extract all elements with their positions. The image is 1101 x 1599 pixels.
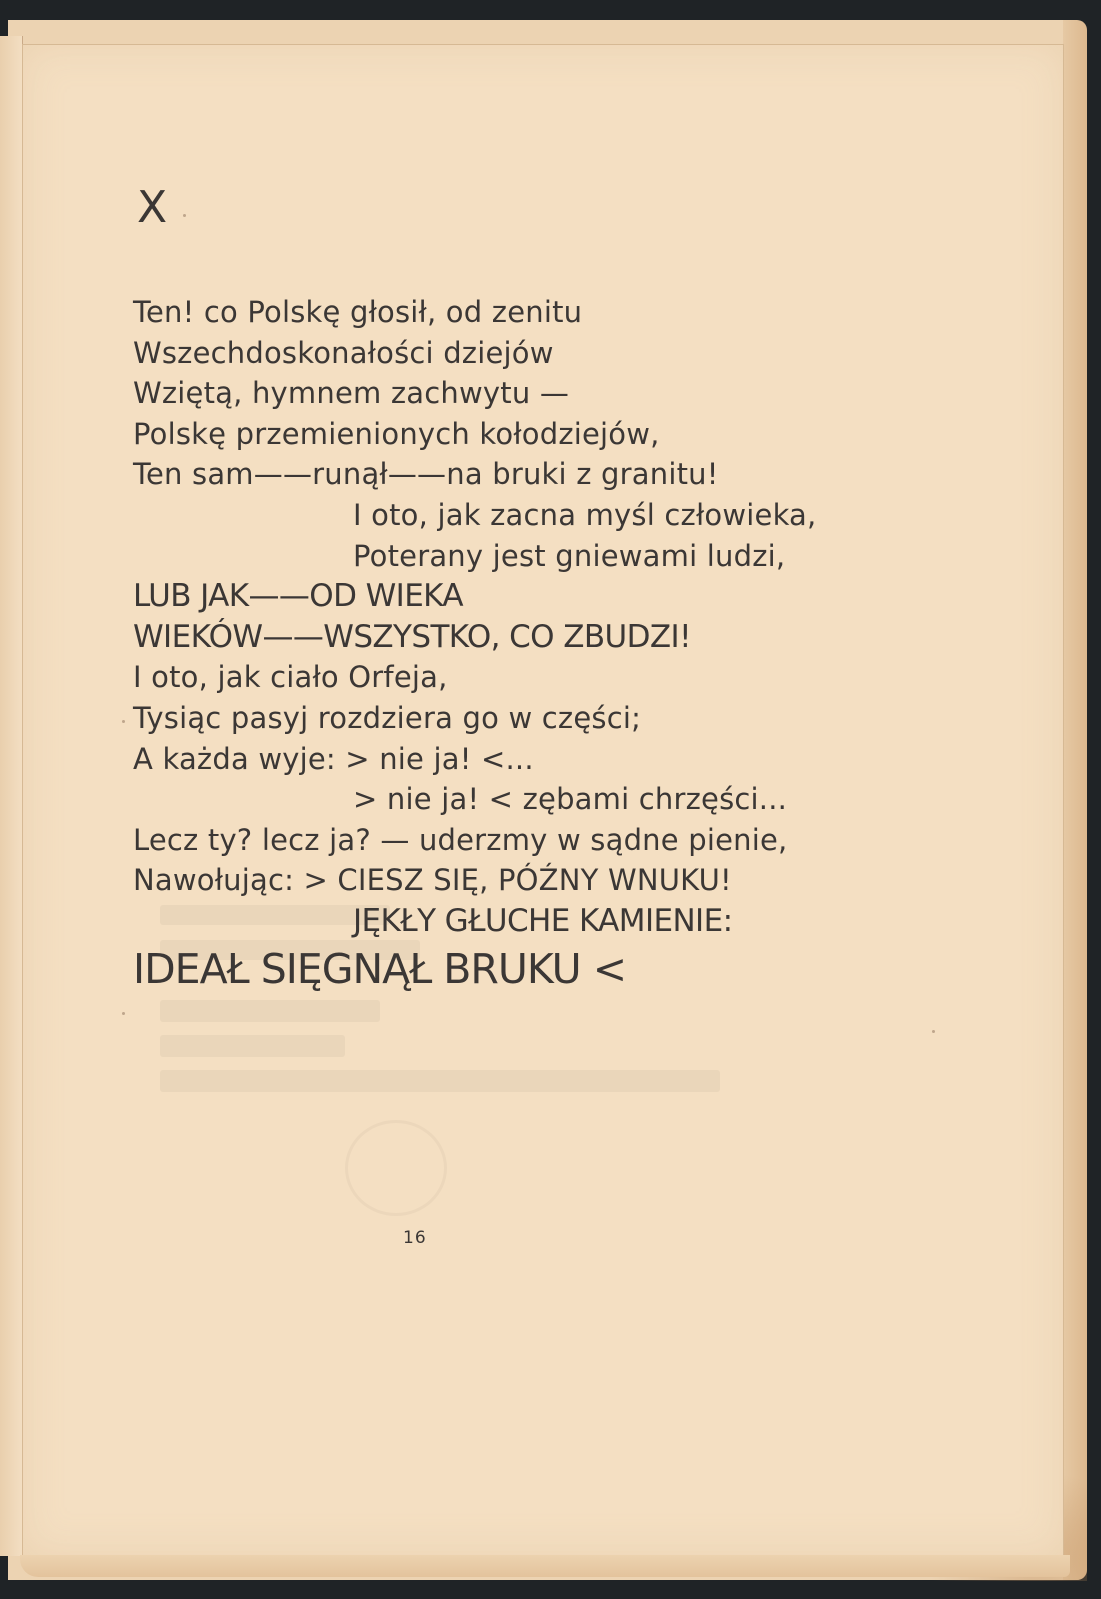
paper-speck bbox=[122, 720, 125, 723]
paper-speck bbox=[183, 214, 186, 217]
show-through-text bbox=[160, 1035, 345, 1057]
poem-line: Polskę przemienionych kołodziejów, bbox=[133, 416, 660, 451]
poem-line-indented: I oto, jak zacna myśl człowieka, bbox=[353, 497, 817, 532]
page-edge-right bbox=[1063, 20, 1087, 1580]
paper-speck bbox=[122, 1012, 125, 1015]
poem-final-line: IDEAŁ SIĘGNĄŁ BRUKU < bbox=[133, 944, 627, 993]
poem-line-caps: WIEKÓW——WSZYSTKO, CO ZBUDZI! bbox=[133, 618, 691, 655]
poem-line: Nawołując: > CIESZ SIĘ, PÓŹNY WNUKU! bbox=[133, 863, 732, 898]
poem-line: A każda wyje: > nie ja! <... bbox=[133, 741, 534, 776]
show-through-text bbox=[160, 1000, 380, 1022]
poem-line-caps: LUB JAK——OD WIEKA bbox=[133, 578, 463, 615]
chapter-numeral: X bbox=[137, 182, 168, 233]
poem-line: I oto, jak ciało Orfeja, bbox=[133, 660, 448, 695]
left-page-edge bbox=[0, 36, 23, 1556]
poem-line: Lecz ty? lecz ja? — uderzmy w sądne pienie, bbox=[133, 822, 788, 857]
show-through-emblem bbox=[345, 1120, 447, 1216]
page-bottom-edge bbox=[20, 1555, 1070, 1577]
poem-line: Ten! co Polskę głosił, od zenitu bbox=[133, 295, 583, 329]
poem-line-indented-caps: JĘKŁY GŁUCHE KAMIENIE: bbox=[353, 902, 733, 939]
page-number: 16 bbox=[403, 1228, 427, 1248]
poem-line: Wszechdoskonałości dziejów bbox=[133, 335, 554, 370]
poem-line: Wziętą, hymnem zachwytu — bbox=[133, 376, 570, 411]
poem-body bbox=[133, 292, 893, 994]
poem-line-indented: Poterany jest gniewami ludzi, bbox=[353, 538, 786, 573]
poem-line-indented: > nie ja! < zębami chrzęści... bbox=[353, 782, 788, 817]
show-through-text bbox=[160, 1070, 720, 1092]
paper-speck bbox=[932, 1030, 935, 1033]
poem-line: Tysiąc pasyj rozdziera go w części; bbox=[133, 700, 642, 735]
poem-line: Ten sam——runął——na bruki z granitu! bbox=[133, 457, 719, 492]
